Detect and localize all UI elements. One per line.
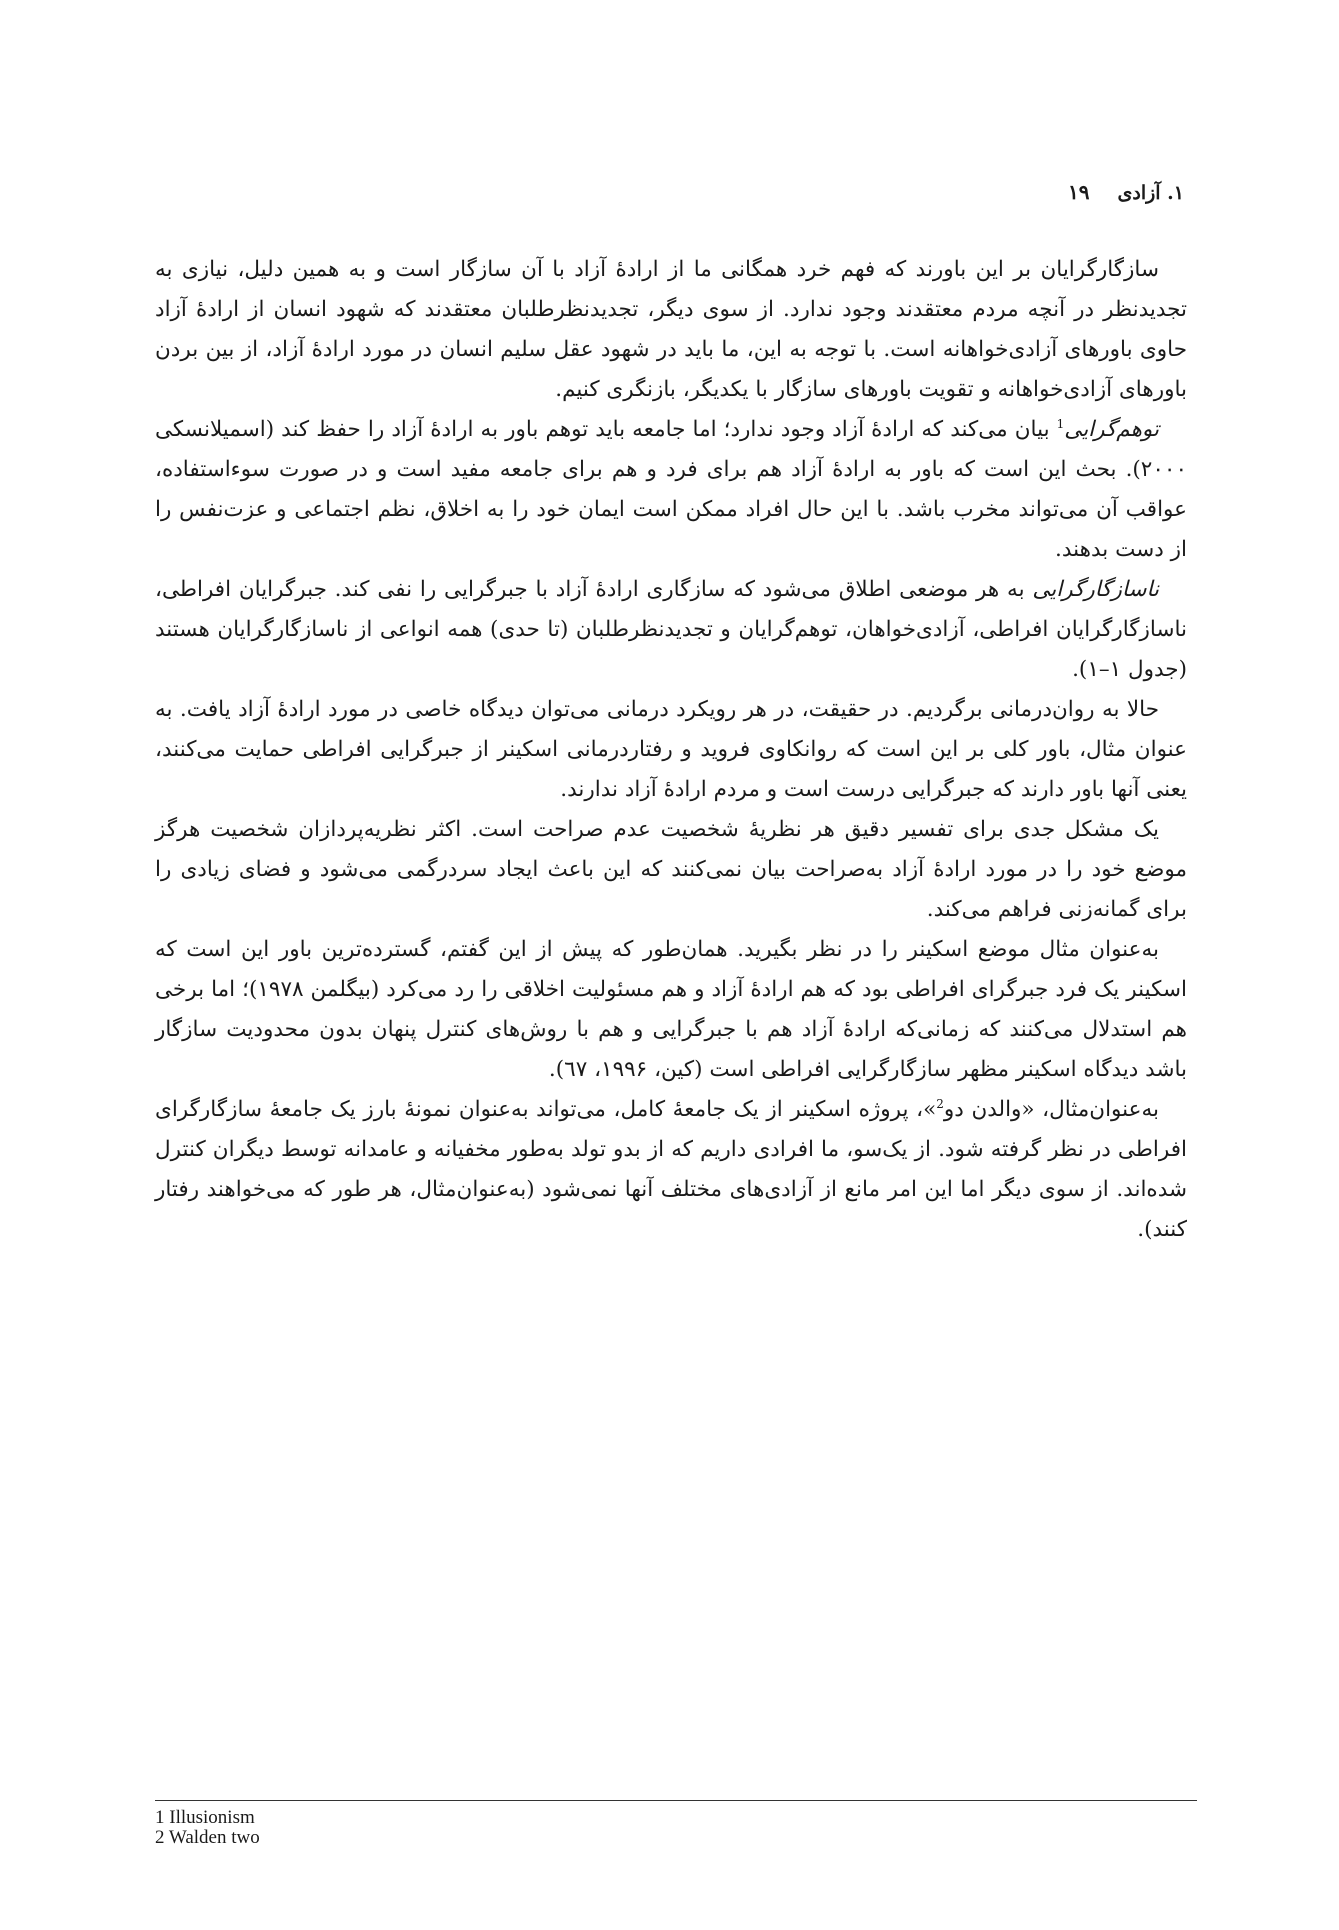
body-text (155, 250, 1187, 1250)
paragraph (155, 930, 1187, 1090)
page-number: ۱۹ (1068, 180, 1090, 204)
footnote-mark: 2 (936, 1096, 944, 1111)
paragraph-text: »، پروژه اسکینر از یک جامعهٔ کامل، می‌تواند به‌عنوان نمونهٔ بارز یک جامعهٔ سازگارگرای افراطی در نظر گرفته شود. از یک‌سو، ما افرادی داریم که از بدو تولد به‌طور مخفیانه و عامدانه توسط دیگران کنترل شده‌اند. از سوی دیگر اما این امر مانع از آزادی‌های مختلف آنها نمی‌شود (به‌عنوان‌مثال، هر طور که می‌خواهند رفتار کنند). (155, 1097, 1187, 1242)
paragraph-text: به هر موضعی اطلاق می‌شود که سازگاری ارادهٔ آزاد با جبرگرایی را نفی کند. جبرگرایان افراطی، ناسازگارگرایان افراطی، آزادی‌خواهان، توهم‌گرایان و تجدیدنظرطلبان (تا حدی) همه انواعی از ناسازگارگرایان هستند (جدول ۱–۱). (155, 577, 1187, 682)
running-header (1068, 180, 1184, 204)
paragraph (155, 250, 1187, 410)
footnote-divider (155, 1800, 1197, 1801)
footnote: 1 Illusionism (155, 1807, 255, 1828)
paragraph-text: سازگارگرایان بر این باورند که فهم خرد همگانی ما از ارادهٔ آزاد با آن سازگار است و به همین دلیل، نیازی به تجدیدنظر در آنچه مردم معتقدند وجود ندارد. از سوی دیگر، تجدیدنظرطلبان معتقدند که شهود انسان از ارادهٔ آزاد حاوی باورهای آزادی‌خواهانه است. با توجه به این، ما باید در شهود عقل سلیم انسان در مورد ارادهٔ آزاد، از بین بردن باورهای آزادی‌خواهانه و تقویت باورهای سازگار با یکدیگر، بازنگری کنیم. (155, 257, 1187, 402)
italic-term: ناسازگارگرایی (1032, 577, 1159, 602)
paragraph-lead: به‌عنوان‌مثال، «والدن دو (943, 1097, 1159, 1122)
paragraph (155, 1090, 1187, 1250)
paragraph-text: به‌عنوان مثال موضع اسکینر را در نظر بگیرید. همان‌طور که پیش از این گفتم، گسترده‌ترین باور این است که اسکینر یک فرد جبرگرای افراطی بود که هم ارادهٔ آزاد و هم مسئولیت اخلاقی را رد می‌کرد (بیگلمن ۱۹۷۸)؛ اما برخی هم استدلال می‌کنند که زمانی‌که ارادهٔ آزاد هم با جبرگرایی و هم با روش‌های کنترل پنهان بدون محدودیت سازگار باشد دیدگاه اسکینر مظهر سازگارگرایی افراطی است (کین، ۱۹۹۶، ٦٧). (155, 937, 1187, 1082)
italic-term: توهم‌گرایی (1064, 417, 1159, 442)
footnote-mark: 1 (1056, 416, 1065, 431)
paragraph-text: بیان می‌کند که ارادهٔ آزاد وجود ندارد؛ اما جامعه باید توهم باور به ارادهٔ آزاد را حفظ کند (اسمیلانسکی ۲۰۰۰). بحث این است که باور به ارادهٔ آزاد هم برای فرد و هم برای جامعه مفید است و در صورت سوءاستفاده، عواقب آن می‌تواند مخرب باشد. با این حال افراد ممکن است ایمان خود را به اخلاق، نظم اجتماعی و عزت‌نفس را از دست بدهند. (155, 417, 1187, 562)
paragraph (155, 570, 1187, 690)
paragraph (155, 810, 1187, 930)
paragraph (155, 410, 1187, 570)
footnote: 2 Walden two (155, 1827, 260, 1848)
paragraph (155, 690, 1187, 810)
paragraph-text: حالا به روان‌درمانی برگردیم. در حقیقت، در هر رویکرد درمانی می‌توان دیدگاه خاصی در مورد ارادهٔ آزاد یافت. به عنوان مثال، باور کلی بر این است که روانکاوی فروید و رفتاردرمانی اسکینر از جبرگرایی افراطی حمایت می‌کنند، یعنی آنها باور دارند که جبرگرایی درست است و مردم ارادهٔ آزاد ندارند. (155, 697, 1187, 802)
paragraph-text: یک مشکل جدی برای تفسیر دقیق هر نظریهٔ شخصیت عدم صراحت است. اکثر نظریه‌پردازان شخصیت هرگز موضع خود را در مورد ارادهٔ آزاد به‌صراحت بیان نمی‌کنند که این باعث ایجاد سردرگمی می‌شود و فضای زیادی را برای گمانه‌زنی فراهم می‌کند. (155, 817, 1187, 922)
chapter-title: ۱. آزادی (1117, 182, 1184, 204)
footnotes (155, 1808, 260, 1848)
